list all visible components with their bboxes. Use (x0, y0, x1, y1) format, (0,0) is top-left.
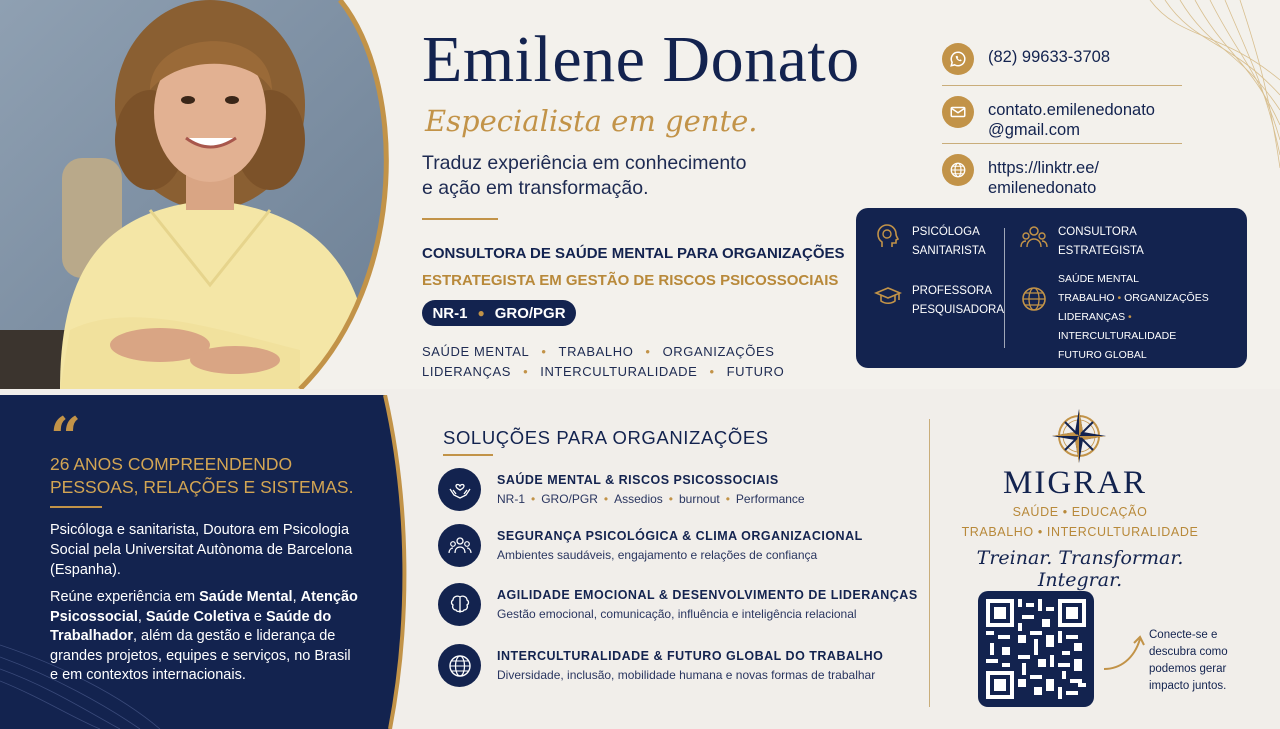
people-icon (1020, 223, 1048, 251)
keyword: INTERCULTURALIDADE (540, 364, 698, 379)
solution-subtitle: Ambientes saudáveis, engajamento e relações de confiança (497, 548, 818, 562)
solution-subtitle: Diversidade, inclusão, mobilidade humana e novas formas de trabalhar (497, 668, 876, 682)
card-item-professor: PROFESSORA PESQUISADORA (874, 282, 1004, 320)
keywords-row-2: LIDERANÇAS • INTERCULTURALIDADE • FUTURO (422, 364, 785, 379)
team-icon (438, 524, 481, 567)
whatsapp-icon (942, 43, 974, 75)
pill-nr1: NR-1 (432, 304, 468, 322)
portrait-photo (0, 0, 395, 389)
solution-item-intercultural (438, 644, 883, 687)
keyword: SAÚDE MENTAL (422, 344, 530, 359)
solution-item-psych-safety (438, 524, 863, 567)
solution-tags: NR-1 • GRO/PGR • Assedios • burnout • Performance (497, 492, 805, 506)
graduation-cap-icon (874, 282, 902, 310)
keyword: LIDERANÇAS (422, 364, 512, 379)
brain-icon (438, 583, 481, 626)
card-item-psychologist: PSICÓLOGA SANITARISTA (874, 223, 986, 261)
solution-item-mental-health (438, 468, 805, 511)
bio-paragraph-1: Psicóloga e sanitarista, Doutora em Psicologia Social pela Universitat Autònoma de Barcelona (Espanha). (50, 522, 353, 578)
hero-tagline (422, 151, 802, 201)
hero-divider (422, 218, 498, 220)
credentials-card (856, 208, 1247, 368)
solution-title: SAÚDE MENTAL & RISCOS PSICOSSOCIAIS (497, 473, 779, 487)
role-strategist: ESTRATEGISTA EM GESTÃO DE RISCOS PSICOSSOCIAIS (422, 272, 839, 289)
bio-headline: 26 ANOS COMPREENDENDO PESSOAS, RELAÇÕES E SISTEMAS. (50, 454, 354, 497)
solution-item-leadership (438, 583, 918, 626)
migrar-motto: Treinar. Transformar. Integrar. (976, 547, 1184, 591)
keyword: FUTURO (726, 364, 785, 379)
hands-heart-icon (438, 468, 481, 511)
migrar-areas-line1: SAÚDE • EDUCAÇÃO (1012, 505, 1148, 519)
vertical-divider (929, 419, 930, 707)
hero-tagline-line2: e ação em transformação. (422, 177, 649, 199)
keyword: TRABALHO (558, 344, 634, 359)
globe-icon (942, 154, 974, 186)
email-text: contato.emilenedonato @gmail.com (988, 101, 1155, 139)
contact-divider (942, 143, 1182, 144)
contact-phone[interactable] (942, 43, 1110, 75)
solutions-divider (443, 454, 493, 456)
solution-title: SEGURANÇA PSICOLÓGICA & CLIMA ORGANIZACIONAL (497, 529, 863, 543)
bio-paragraph-2: Reúne experiência em Saúde Mental, Atenção Psicossocial, Saúde Coletiva e Saúde do Trabalhador, além da gestão e liderança de grandes projetos, equipes e serviços, no Brasil e em contextos internacionais. (50, 589, 358, 683)
connect-text: Conecte-se e descubra como podemos gerar impacto juntos. (1149, 629, 1228, 692)
solution-title: AGILIDADE EMOCIONAL & DESENVOLVIMENTO DE LIDERANÇAS (497, 588, 918, 602)
keyword: ORGANIZAÇÕES (662, 344, 775, 359)
solution-title: INTERCULTURALIDADE & FUTURO GLOBAL DO TRABALHO (497, 649, 884, 663)
contact-link[interactable] (942, 154, 1099, 198)
keywords-row-1: SAÚDE MENTAL • TRABALHO • ORGANIZAÇÕES (422, 344, 775, 359)
globe-icon (1020, 285, 1048, 313)
globe-icon (438, 644, 481, 687)
mail-icon (942, 96, 974, 128)
quote-icon: “ (50, 405, 82, 469)
link-text: https://linktr.ee/ emilenedonato (988, 159, 1099, 197)
card-divider (1004, 228, 1005, 348)
bio-divider (50, 506, 102, 508)
migrar-logo-text: MIGRAR (1003, 465, 1148, 501)
qr-code-image (986, 599, 1086, 699)
pill-gro: GRO/PGR (494, 304, 566, 322)
bottom-section (0, 395, 1280, 729)
card-item-consultant: CONSULTORA ESTRATEGISTA (1020, 223, 1144, 261)
migrar-areas-line2: TRABALHO • INTERCULTURALIDADE (961, 525, 1199, 539)
contact-email[interactable] (942, 96, 1155, 140)
hero-script-tagline: Especialista em gente. (425, 104, 758, 138)
compass-rose-icon (1050, 407, 1108, 465)
qr-code[interactable] (978, 591, 1094, 707)
phone-text: (82) 99633-3708 (988, 48, 1111, 66)
nr-pill-badge (422, 300, 576, 326)
card-item-areas: SAÚDE MENTAL TRABALHO • ORGANIZAÇÕES LIDERANÇAS • INTERCULTURALIDADE FUTURO GLOBAL (1020, 270, 1247, 365)
contact-divider (942, 85, 1182, 86)
brain-head-icon (874, 223, 902, 251)
curved-arrow-icon (1100, 631, 1146, 675)
solution-subtitle: Gestão emocional, comunicação, influência e inteligência relacional (497, 607, 857, 621)
pill-dot: ● (477, 306, 485, 320)
hero-tagline-line1: Traduz experiência em conhecimento (422, 152, 747, 174)
role-consultant: CONSULTORA DE SAÚDE MENTAL PARA ORGANIZAÇÕES (422, 245, 845, 262)
solutions-title: SOLUÇÕES PARA ORGANIZAÇÕES (443, 427, 769, 448)
hero-name: Emilene Donato (422, 23, 860, 96)
